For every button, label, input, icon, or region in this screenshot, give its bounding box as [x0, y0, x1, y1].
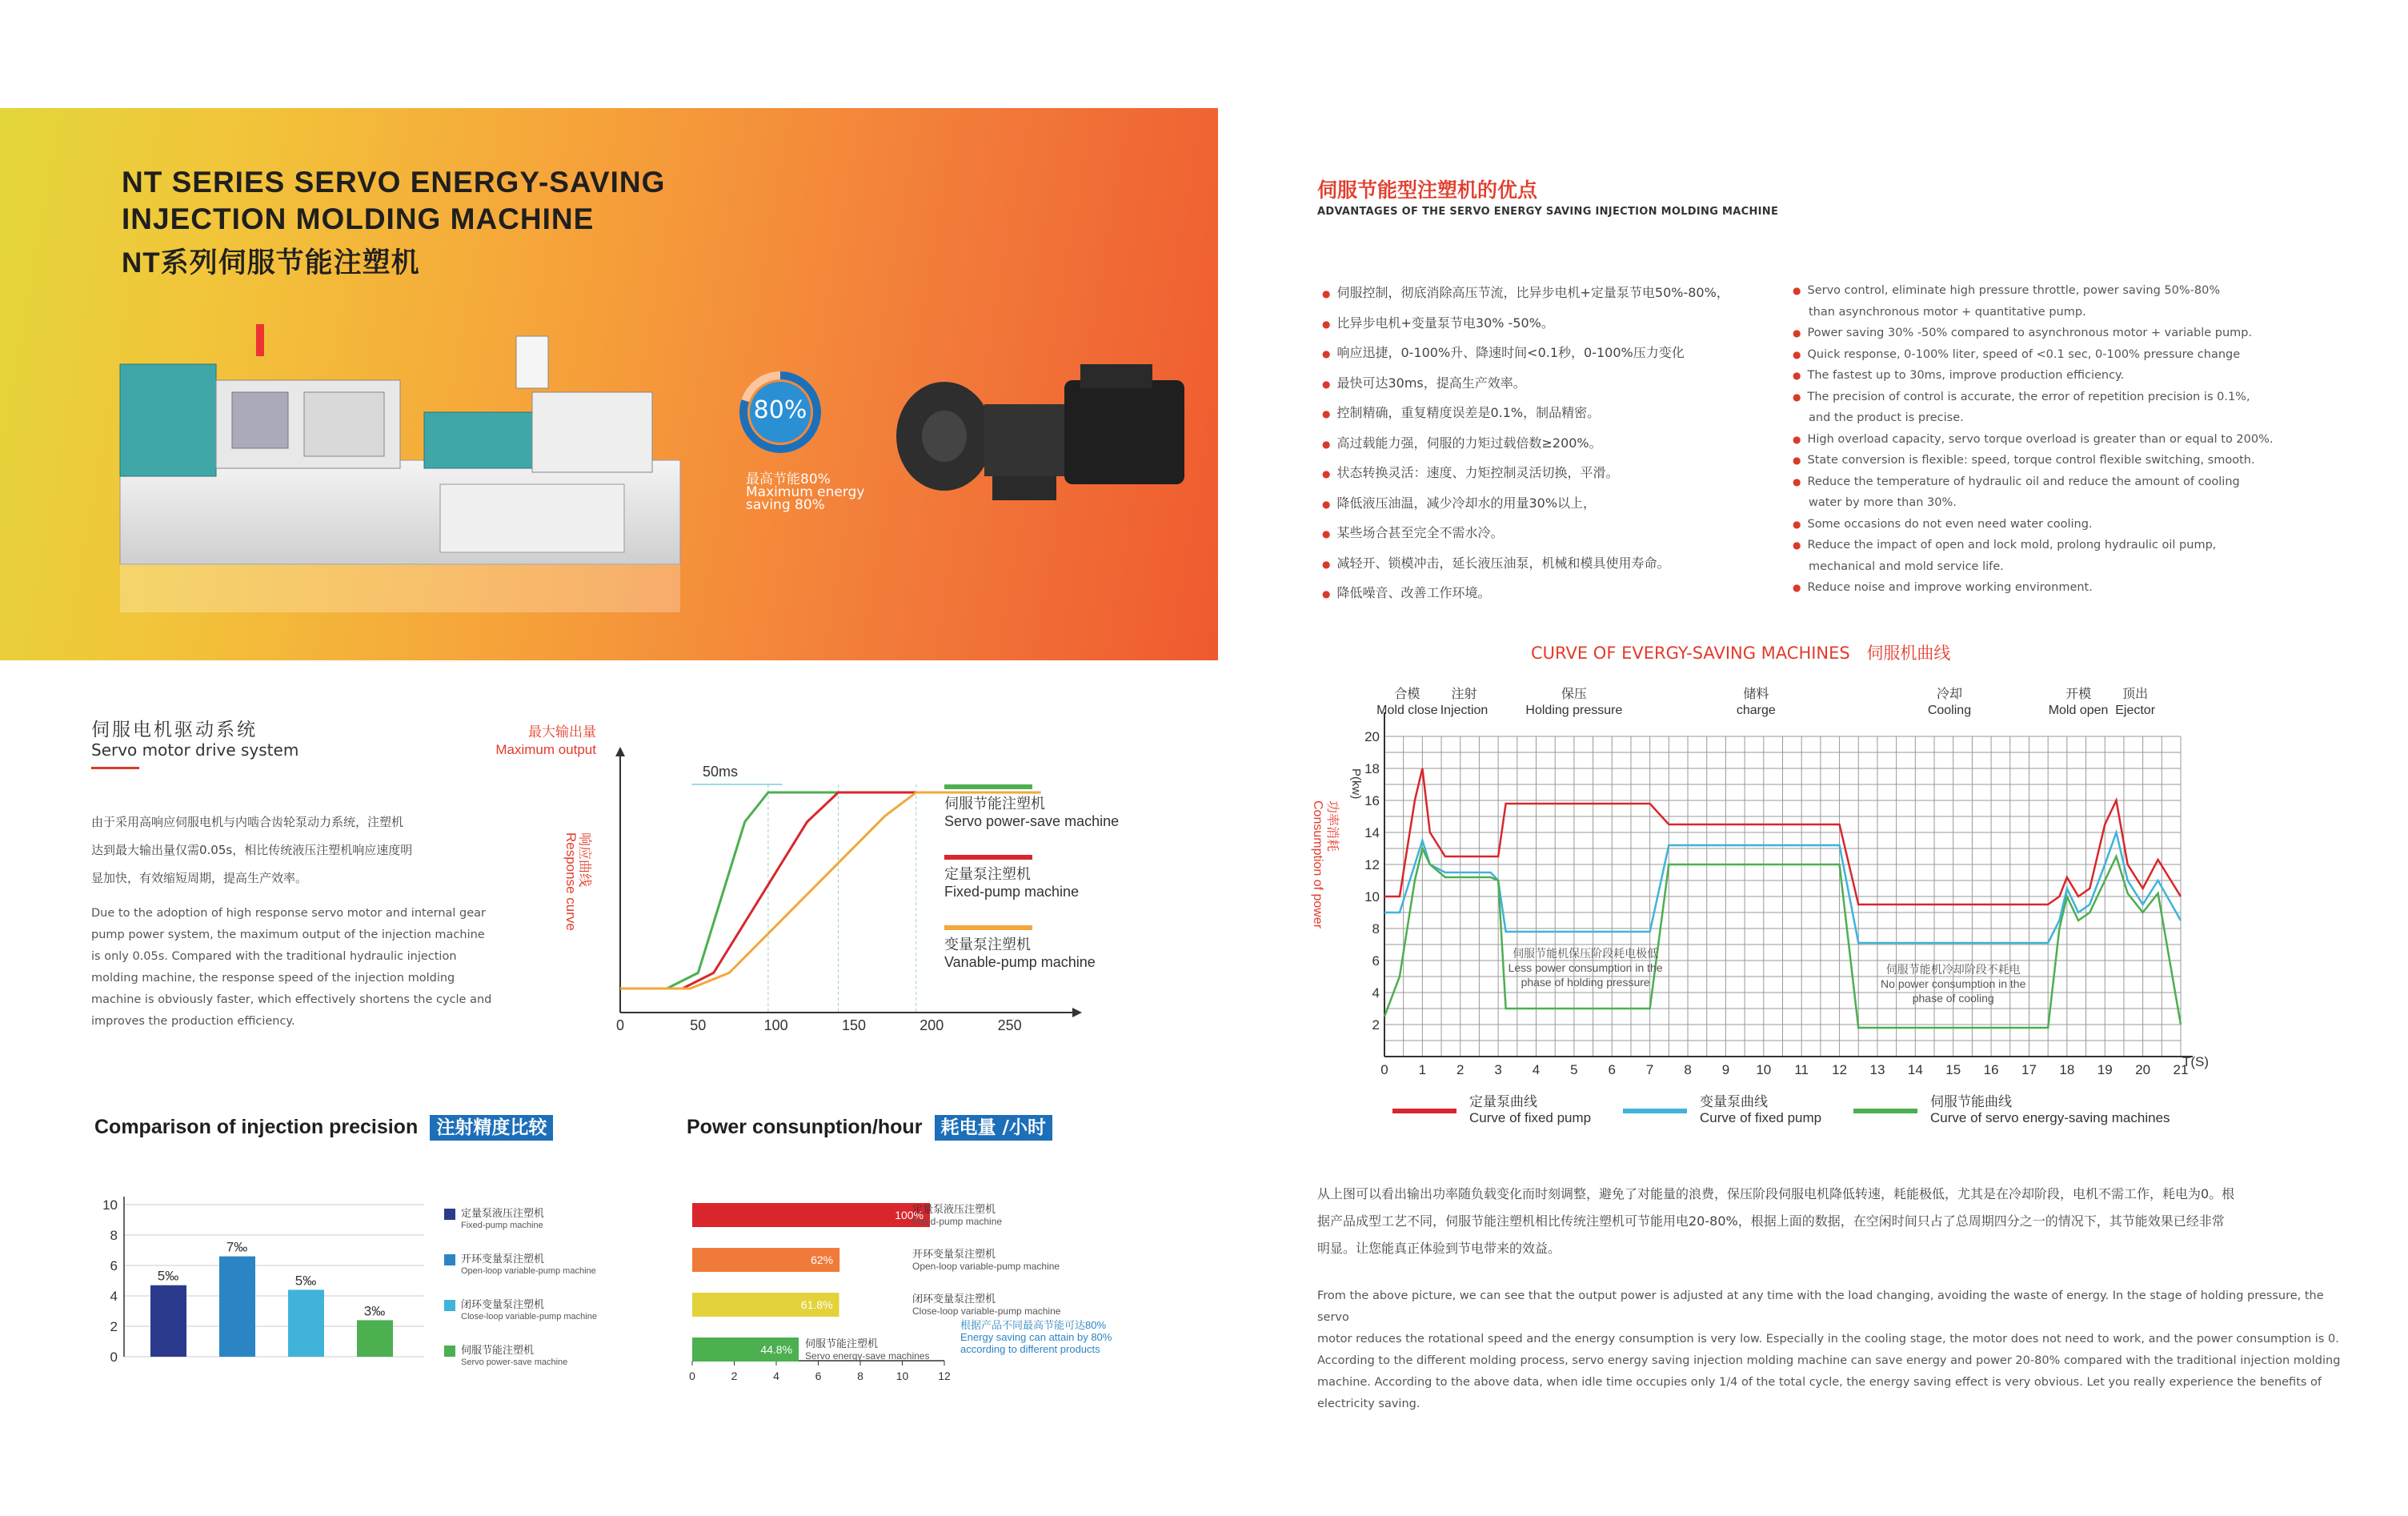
advantages-title-cn: 伺服节能型注塑机的优点	[1317, 178, 1538, 202]
curve-y-label-cn: 功率消耗	[1325, 800, 1339, 852]
power-bar-label: 62%	[811, 1253, 834, 1266]
curve-x-tick: 1	[1418, 1062, 1427, 1077]
response-annotation: 50ms	[703, 764, 739, 780]
power-legend-cn: 伺服节能注塑机	[805, 1338, 879, 1350]
response-legend-en: Fixed-pump machine	[944, 884, 1080, 900]
precision-y-tick: 10	[102, 1197, 118, 1213]
precision-y-tick: 4	[110, 1289, 118, 1304]
summary-en-line: motor reduces the rotational speed and the energy consumption is very low. Especially in the cooling stage, the motor does not need to work, and the power consumption is 0.	[1317, 1333, 2339, 1346]
curve-phase-cn: 开模	[2065, 688, 2092, 701]
response-legend-cn: 定量泵注塑机	[944, 866, 1031, 882]
response-x-tick: 50	[690, 1017, 707, 1033]
summary-en-line: electricity saving.	[1317, 1398, 1420, 1410]
precision-legend-swatch	[444, 1254, 455, 1265]
advantage-cn-item: ● 控制精确，重复精度误差是0.1%，制品精密。	[1322, 399, 1770, 429]
curve-x-tick: 4	[1532, 1062, 1541, 1077]
response-yaxis-en: Response curve	[563, 832, 579, 931]
servo-desc-en-line: improves the production efficiency.	[91, 1015, 295, 1028]
curve-note-holding: phase of holding pressure	[1521, 976, 1650, 989]
power-bar-label: 61.8%	[800, 1298, 833, 1311]
curve-title-en: CURVE OF EVERGY-SAVING MACHINES	[1531, 644, 1850, 663]
curve-x-tick: 19	[2097, 1062, 2113, 1077]
curve-y-tick: 18	[1364, 761, 1380, 776]
advantages-title-en: ADVANTAGES OF THE SERVO ENERGY SAVING INJECTION MOLDING MACHINE	[1317, 206, 1779, 218]
curve-y-tick: 6	[1372, 953, 1380, 969]
badge-value: 80%	[753, 396, 807, 424]
curve-phase-cn: 顶出	[2122, 688, 2149, 701]
advantage-cn-item: ● 状态转换灵活：速度、力矩控制灵活切换，平滑。	[1322, 459, 1770, 489]
badge-caption-en2: saving 80%	[746, 497, 825, 513]
curve-phase-en: Injection	[1440, 704, 1488, 717]
power-note-en1: Energy saving can attain by 80%	[960, 1331, 1112, 1343]
response-curve-chart	[480, 712, 1120, 1057]
response-yaxis-cn: 响应曲线	[577, 832, 592, 887]
injection-machine-image	[104, 316, 696, 628]
power-note-en2: according to different products	[960, 1343, 1100, 1355]
response-y-arrow	[615, 747, 625, 756]
advantage-en-item: ● The fastest up to 30ms, improve production efficiency.	[1793, 365, 2289, 387]
servo-desc-en	[91, 903, 507, 1033]
power-x-tick: 2	[731, 1370, 738, 1382]
advantages-en-list	[1793, 280, 2289, 599]
advantage-cn-item: ● 响应迅捷，0-100%升、降速时间<0.1秒，0-100%压力变化	[1322, 339, 1770, 369]
curve-title	[1531, 640, 1950, 664]
precision-y-tick: 2	[110, 1319, 118, 1334]
response-legend-cn: 变量泵注塑机	[944, 936, 1031, 953]
curve-note-holding: Less power consumption in the	[1508, 961, 1663, 974]
precision-legend-swatch	[444, 1346, 455, 1357]
response-ylabel-cn: 最大输出量	[528, 724, 596, 740]
advantage-en-item: mechanical and mold service life.	[1809, 559, 2004, 573]
summary-en	[1317, 1285, 2358, 1415]
servo-title-en: Servo motor drive system	[91, 740, 299, 760]
precision-legend-cn: 伺服节能注塑机	[461, 1344, 535, 1356]
power-bar-label: 44.8%	[760, 1343, 793, 1356]
advantage-en-item: than asynchronous motor + quantitative pump.	[1809, 305, 2086, 319]
precision-bar	[219, 1257, 255, 1357]
advantage-en-item: ● Reduce the impact of open and lock mold, prolong hydraulic oil pump,	[1793, 535, 2289, 556]
curve-title-cn: 伺服机曲线	[1866, 644, 1951, 663]
curve-phase-cn: 冷却	[1936, 688, 1962, 701]
advantage-cn-item: ● 高过载能力强，伺服的力矩过载倍数≥200%。	[1322, 429, 1770, 459]
curve-legend-swatch	[1623, 1109, 1687, 1113]
badge-caption-en1: Maximum energy	[746, 484, 865, 500]
power-legend-en: Close-loop variable-pump machine	[912, 1305, 1061, 1317]
curve-legend-en: Curve of fixed pump	[1469, 1110, 1592, 1125]
servo-desc-en-line: molding machine, the response speed of the injection molding	[91, 972, 455, 985]
servo-desc-cn-line: 显加快，有效缩短周期，提高生产效率。	[91, 871, 308, 885]
servo-desc-en-line: machine is obviously faster, which effectively shortens the cycle and	[91, 993, 492, 1006]
servo-desc-en-line: Due to the adoption of high response servo motor and internal gear	[91, 907, 487, 920]
precision-legend-swatch	[444, 1209, 455, 1220]
curve-y-label-en: Consumption of power	[1311, 800, 1324, 929]
curve-x-tick: 6	[1608, 1062, 1617, 1077]
curve-y-tick: 8	[1372, 921, 1380, 936]
power-heading	[687, 1113, 1052, 1139]
precision-bar	[150, 1285, 186, 1357]
precision-bar-label: 5‰	[294, 1273, 317, 1289]
summary-en-line: machine. According to the above data, when idle time occupies only 1/4 of the total cycle, the energy saving effect is very obvious. Let you really experience the benefits of	[1317, 1376, 2322, 1389]
curve-note-cooling: 伺服节能机冷却阶段不耗电	[1885, 963, 2021, 976]
advantage-cn-item: ● 降低液压油温，减少冷却水的用量30%以上，	[1322, 489, 1770, 519]
precision-legend-en: Servo power-save machine	[461, 1358, 568, 1367]
power-curve-chart	[1304, 680, 2265, 1145]
curve-note-holding: 伺服节能机保压阶段耗电极低	[1513, 947, 1659, 960]
curve-phase-en: Cooling	[1927, 704, 1972, 717]
curve-legend-en: Curve of servo energy-saving machines	[1930, 1110, 2170, 1125]
precision-legend-swatch	[444, 1300, 455, 1311]
curve-phase-en: Mold close	[1376, 704, 1438, 717]
summary-cn-line: 明显。让您能真正体验到节电带来的效益。	[1317, 1241, 1561, 1256]
power-legend-en: Fixed-pump machine	[912, 1216, 1003, 1227]
curve-x-tick: 20	[2135, 1062, 2151, 1077]
precision-legend-cn: 定量泵液压注塑机	[461, 1207, 545, 1219]
servo-title-underline	[91, 767, 139, 769]
banner-title-cn: NT系列伺服节能注塑机	[122, 247, 420, 279]
precision-bar-label: 3‰	[363, 1303, 386, 1319]
summary-cn	[1317, 1181, 2350, 1262]
precision-y-tick: 0	[110, 1350, 118, 1365]
curve-phase-cn: 储料	[1743, 688, 1769, 701]
advantage-en-item: ● High overload capacity, servo torque overload is greater than or equal to 200%.	[1793, 429, 2289, 451]
curve-x-tick: 17	[2021, 1062, 2037, 1077]
curve-phase-cn: 合模	[1394, 688, 1420, 701]
curve-y-tick: 14	[1364, 825, 1380, 840]
response-legend-cn: 伺服节能注塑机	[944, 796, 1045, 812]
curve-legend-cn: 伺服节能曲线	[1930, 1094, 2012, 1109]
curve-x-tick: 14	[1907, 1062, 1923, 1077]
advantage-en-item: ● Power saving 30% -50% compared to asynchronous motor + variable pump.	[1793, 323, 2289, 344]
curve-y-tick: 4	[1372, 985, 1380, 1001]
power-legend-cn: 定量泵液压注塑机	[912, 1203, 996, 1215]
precision-legend-cn: 开环变量泵注塑机	[461, 1253, 545, 1265]
power-legend-cn: 闭环变量泵注塑机	[912, 1293, 996, 1305]
banner-title-line2: INJECTION MOLDING MACHINE	[122, 203, 595, 235]
precision-title: Comparison of injection precision	[94, 1116, 419, 1138]
response-legend-en: Vanable-pump machine	[944, 954, 1096, 970]
curve-legend-swatch	[1853, 1109, 1917, 1113]
servo-desc-en-line: is only 0.05s. Compared with the traditional hydraulic injection	[91, 950, 457, 963]
curve-phase-cn: 保压	[1561, 688, 1587, 701]
precision-bar-label: 5‰	[157, 1268, 179, 1284]
curve-legend-cn: 定量泵曲线	[1469, 1094, 1537, 1109]
precision-bar-chart	[80, 1169, 640, 1385]
servo-desc-cn-line: 达到最大输出量仅需0.05s，相比传统液压注塑机响应速度明	[91, 843, 413, 857]
curve-x-label: T(S)	[2182, 1054, 2210, 1069]
curve-x-tick: 11	[1794, 1062, 1809, 1077]
curve-x-tick: 10	[1756, 1062, 1772, 1077]
curve-note-cooling: No power consumption in the	[1881, 977, 2026, 990]
power-bar-chart	[680, 1177, 1224, 1393]
power-title: Power consunption/hour	[687, 1116, 923, 1138]
response-x-arrow	[1072, 1008, 1082, 1017]
power-legend-cn: 开环变量泵注塑机	[912, 1248, 996, 1260]
curve-phase-en: Holding pressure	[1525, 704, 1623, 717]
curve-y-top-label: P(kw)	[1349, 768, 1363, 800]
curve-legend-cn: 变量泵曲线	[1700, 1094, 1768, 1109]
advantage-cn-item: ● 比异步电机+变量泵节电30% -50%。	[1322, 309, 1770, 339]
power-x-tick: 6	[815, 1370, 822, 1382]
power-note-cn: 根据产品不同最高节能可达80%	[960, 1319, 1107, 1331]
precision-legend-en: Fixed-pump machine	[461, 1221, 543, 1230]
advantage-en-item: and the product is precise.	[1809, 411, 1964, 424]
power-x-tick: 10	[895, 1370, 909, 1382]
advantage-en-item: ● Quick response, 0-100% liter, speed of <0.1 sec, 0-100% pressure change	[1793, 344, 2289, 366]
response-x-tick: 150	[841, 1017, 866, 1033]
curve-x-tick: 18	[2059, 1062, 2075, 1077]
curve-y-tick: 12	[1364, 857, 1380, 872]
servo-desc-en-line: pump power system, the maximum output of the injection machine	[91, 928, 485, 941]
power-legend-en: Open-loop variable-pump machine	[912, 1261, 1060, 1272]
precision-bar	[357, 1320, 393, 1357]
precision-heading	[94, 1113, 553, 1139]
curve-legend-swatch	[1392, 1109, 1456, 1113]
response-x-tick: 0	[615, 1017, 625, 1033]
curve-x-tick: 3	[1494, 1062, 1502, 1077]
curve-x-tick: 12	[1832, 1062, 1848, 1077]
curve-y-tick: 10	[1364, 889, 1380, 904]
curve-x-tick: 13	[1869, 1062, 1885, 1077]
servo-title-cn: 伺服电机驱动系统	[91, 720, 258, 740]
curve-x-tick: 8	[1684, 1062, 1692, 1077]
precision-bar	[288, 1289, 324, 1357]
response-legend-swatch	[944, 925, 1032, 930]
precision-legend-cn: 闭环变量泵注塑机	[461, 1298, 545, 1310]
precision-y-tick: 8	[110, 1228, 118, 1243]
curve-y-tick: 20	[1364, 729, 1380, 744]
advantage-cn-item: ● 某些场合甚至完全不需水冷。	[1322, 519, 1770, 549]
curve-y-tick: 2	[1372, 1017, 1380, 1033]
curve-x-tick: 2	[1456, 1062, 1464, 1077]
power-x-tick: 12	[938, 1370, 951, 1382]
servo-desc-cn-line: 由于采用高响应伺服电机与内啮合齿轮泵动力系统，注塑机	[91, 815, 404, 829]
power-x-tick: 8	[857, 1370, 863, 1382]
servo-desc-cn	[91, 808, 491, 892]
power-bar-label: 100%	[895, 1209, 924, 1221]
curve-x-tick: 15	[1945, 1062, 1961, 1077]
power-x-tick: 4	[773, 1370, 779, 1382]
precision-tag: 注射精度比较	[430, 1115, 553, 1141]
advantage-en-item: ● Reduce noise and improve working environment.	[1793, 577, 2289, 599]
summary-cn-line: 从上图可以看出输出功率随负载变化而时刻调整，避免了对能量的浪费，保压阶段伺服电机降低转速，耗能极低，尤其是在冷却阶段，电机不需工作，耗电为0。根	[1317, 1186, 2235, 1201]
advantage-en-item: ● The precision of control is accurate, the error of repetition precision is 0.1%,	[1793, 387, 2289, 408]
banner-title-line1: NT SERIES SERVO ENERGY-SAVING	[122, 166, 666, 199]
curve-legend-en: Curve of fixed pump	[1700, 1110, 1822, 1125]
response-x-tick: 200	[920, 1017, 944, 1033]
hero-banner	[0, 108, 1218, 660]
precision-legend-en: Open-loop variable-pump machine	[461, 1266, 596, 1276]
advantage-en-item: ● Reduce the temperature of hydraulic oil and reduce the amount of cooling	[1793, 471, 2289, 493]
curve-phase-cn: 注射	[1451, 688, 1477, 701]
curve-note-cooling: phase of cooling	[1912, 992, 1994, 1005]
response-ylabel-en: Maximum output	[495, 742, 596, 757]
curve-phase-en: charge	[1736, 704, 1776, 717]
power-x-tick: 0	[689, 1370, 695, 1382]
advantage-en-item: ● Servo control, eliminate high pressure throttle, power saving 50%-80%	[1793, 280, 2289, 302]
advantage-cn-item: ● 降低噪音、改善工作环境。	[1322, 579, 1770, 609]
curve-x-tick: 5	[1570, 1062, 1578, 1077]
response-legend-en: Servo power-save machine	[944, 813, 1120, 829]
summary-cn-line: 据产品成型工艺不同，伺服节能注塑机相比传统注塑机可节能用电20-80%，根据上面的数据，在空闲时间只占了总周期四分之一的情况下，其节能效果已经非常	[1317, 1213, 2225, 1229]
badge-caption-cn: 最高节能80%	[746, 471, 831, 487]
curve-x-tick: 0	[1380, 1062, 1388, 1077]
precision-y-tick: 6	[110, 1258, 118, 1273]
response-legend-swatch	[944, 784, 1032, 789]
advantage-en-item: ● State conversion is flexible: speed, torque control flexible switching, smooth.	[1793, 450, 2289, 471]
power-legend-en: Servo energy-save machines	[805, 1350, 930, 1362]
advantage-cn-item: ● 最快可达30ms，提高生产效率。	[1322, 369, 1770, 399]
advantage-cn-item: ● 减轻开、锁模冲击，延长液压油泵，机械和模具使用寿命。	[1322, 549, 1770, 580]
power-tag: 耗电量 /小时	[935, 1115, 1052, 1141]
advantage-en-item: water by more than 30%.	[1809, 496, 1957, 509]
curve-y-tick: 16	[1364, 793, 1380, 808]
advantages-cn-list	[1322, 279, 1770, 609]
summary-en-line: From the above picture, we can see that the output power is adjusted at any time with the load changing, avoiding the waste of energy. In the stage of holding pressure, the servo	[1317, 1289, 2324, 1324]
summary-en-line: According to the different molding process, servo energy saving injection molding machine can save energy and power 20-80% compared with the traditional injection molding	[1317, 1354, 2341, 1367]
response-legend-swatch	[944, 855, 1032, 860]
curve-x-tick: 16	[1983, 1062, 1999, 1077]
servo-motor-image	[888, 356, 1192, 516]
response-x-tick: 250	[997, 1017, 1022, 1033]
curve-x-tick: 9	[1721, 1062, 1730, 1077]
curve-phase-en: Mold open	[2048, 704, 2109, 717]
badge-caption	[746, 473, 864, 511]
curve-phase-en: Ejector	[2115, 704, 2156, 717]
advantage-cn-item: ● 伺服控制，彻底消除高压节流，比异步电机+定量泵节电50%-80%，	[1322, 279, 1770, 309]
precision-bar-label: 7‰	[226, 1239, 248, 1255]
precision-legend-en: Close-loop variable-pump machine	[461, 1312, 597, 1321]
response-x-tick: 100	[763, 1017, 788, 1033]
curve-x-tick: 21	[2173, 1062, 2189, 1077]
advantage-en-item: ● Some occasions do not even need water cooling.	[1793, 514, 2289, 535]
curve-x-tick: 7	[1645, 1062, 1654, 1077]
